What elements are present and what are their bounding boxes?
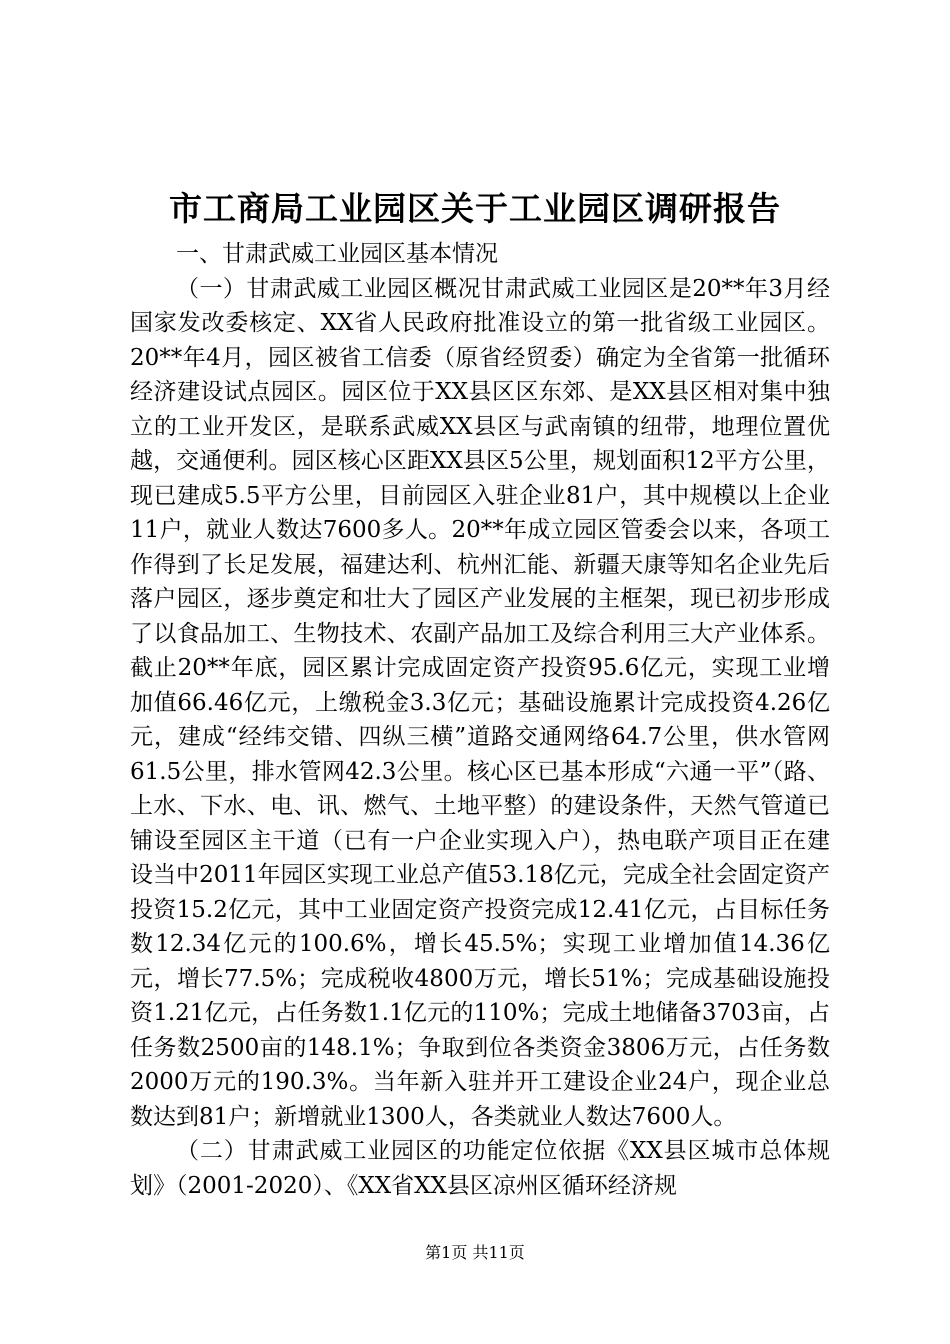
- body-paragraph: （一）甘肃武威工业园区概况甘肃武威工业园区是20**年3月经国家发改委核定、XX省人民政府批准设立的第一批省级工业园区。20**年4月，园区被省工信委（原省经贸委）确定为全省第一批循环经济建设试点园区。园区位于XX县区区东郊、是XX县区相对集中独立的工业开发区，是联系武威XX县区与武南镇的纽带，地理位置优越，交通便利。园区核心区距XX县区5公里，规划面积12平方公里，现已建成5.5平方公里，目前园区入驻企业81户，其中规模以上企业11户，就业人数达7600多人。20**年成立园区管委会以来，各项工作得到了长足发展，福建达利、杭州汇能、新疆天康等知名企业先后落户园区，逐步奠定和壮大了园区产业发展的主框架，现已初步形成了以食品加工、生物技术、农副产品加工及综合利用三大产业体系。截止20**年底，园区累计完成固定资产投资95.6亿元，实现工业增加值66.46亿元，上缴税金3.3亿元；基础设施累计完成投资4.26亿元，建成“经纬交错、四纵三横”道路交通网络64.7公里，供水管网61.5公里，排水管网42.3公里。核心区已基本形成“六通一平”（路、上水、下水、电、讯、燃气、土地平整）的建设条件，天然气管道已铺设至园区主干道（已有一户企业实现入户），热电联产项目正在建设当中2011年园区实现工业总产值53.18亿元，完成全社会固定资产投资15.2亿元，其中工业固定资产投资完成12.41亿元，占目标任务数12.34亿元的100.6%，增长45.5%；实现工业增加值14.36亿元，增长77.5%；完成税收4800万元，增长51%；完成基础设施投资1.21亿元，占任务数1.1亿元的110%；完成土地储备3703亩，占任务数2500亩的148.1%；争取到位各类资金3806万元，占任务数2000万元的190.3%。当年新入驻并开工建设企业24户，现企业总数达到81户；新增就业1300人，各类就业人数达7600人。: [130, 275, 830, 1130]
- body-paragraph: （二）甘肃武威工业园区的功能定位依据《XX县区城市总体规划》（2001-2020）、《XX省XX县区凉州区循环经济规: [130, 1138, 830, 1199]
- document-body: [130, 237, 830, 1203]
- page-number-footer: 第1页 共11页: [425, 1243, 525, 1262]
- document-title: 市工商局工业园区关于工业园区调研报告: [169, 189, 781, 228]
- section-heading: 一、甘肃武威工业园区基本情况: [176, 241, 498, 267]
